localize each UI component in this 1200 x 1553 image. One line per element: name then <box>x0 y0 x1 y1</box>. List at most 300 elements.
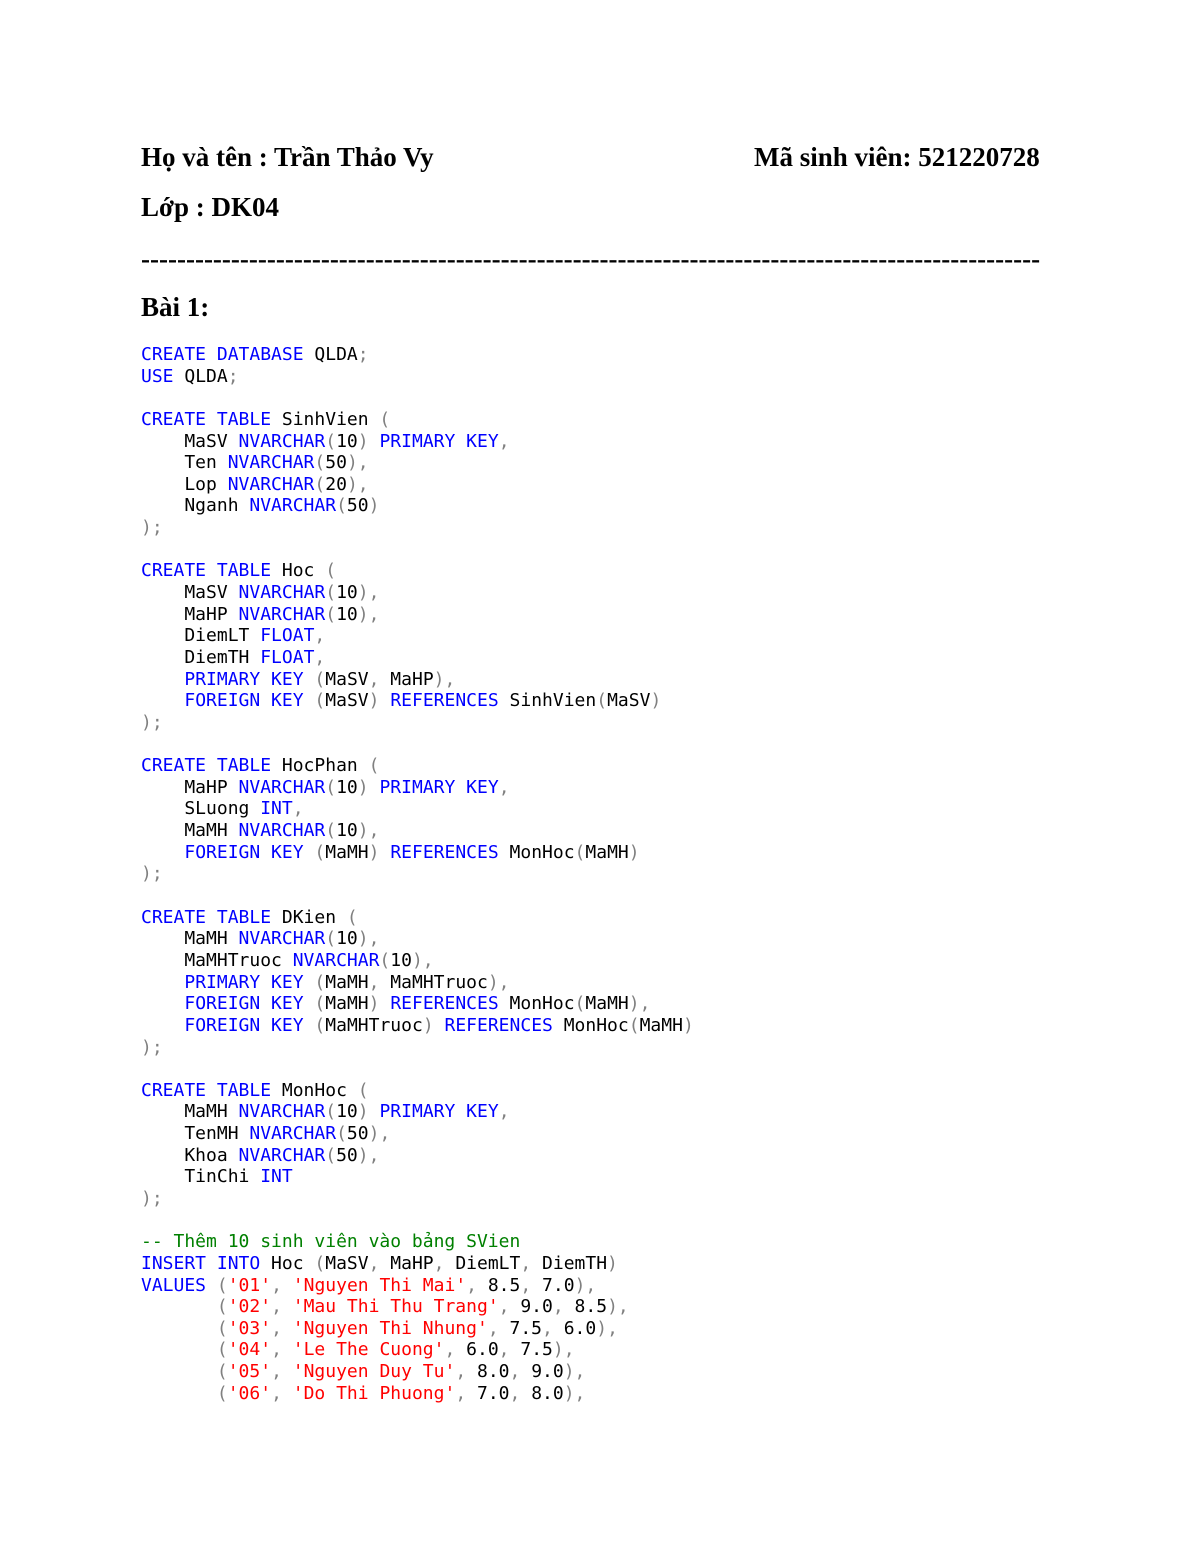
sql-keyword: NVARCHAR <box>292 949 380 971</box>
code-line <box>141 1275 694 1297</box>
sql-punctuation: ); <box>141 711 163 733</box>
sql-identifier <box>434 1015 445 1036</box>
sql-punctuation: ( <box>357 1079 369 1101</box>
code-line <box>141 1296 694 1318</box>
sql-punctuation: ( <box>216 1361 228 1383</box>
sql-identifier <box>141 1015 184 1036</box>
sql-punctuation: ( <box>216 1317 228 1339</box>
sql-identifier: MaHP <box>141 603 239 625</box>
class-line: Lớp : DK04 <box>141 192 279 222</box>
code-line <box>141 495 694 517</box>
sql-punctuation: ( <box>314 668 326 690</box>
code-line <box>141 1339 694 1361</box>
code-line <box>141 452 694 474</box>
sql-identifier: 10 <box>336 1101 358 1123</box>
sql-identifier <box>141 1296 217 1317</box>
sql-keyword: FOREIGN KEY <box>184 993 304 1015</box>
sql-string: '04' <box>227 1339 272 1361</box>
sql-punctuation: , <box>455 1382 467 1404</box>
sql-identifier <box>141 1361 217 1382</box>
sql-punctuation: ( <box>325 1101 337 1123</box>
sql-string: '03' <box>227 1317 272 1339</box>
sql-identifier: MonHoc <box>498 841 575 863</box>
code-line <box>141 409 694 431</box>
sql-identifier: 20 <box>325 473 347 495</box>
code-line <box>141 1253 694 1275</box>
sql-keyword: FOREIGN KEY <box>184 1014 304 1036</box>
code-line <box>141 777 694 799</box>
sql-keyword: FOREIGN KEY <box>184 690 304 712</box>
sql-punctuation: , <box>271 1296 282 1318</box>
sql-identifier <box>282 1361 293 1382</box>
sql-identifier <box>304 690 315 711</box>
code-line <box>141 755 694 777</box>
sql-punctuation: , <box>271 1274 282 1296</box>
sql-identifier <box>282 1339 293 1360</box>
sql-punctuation: ), <box>357 928 380 950</box>
sql-identifier: 8.0 <box>466 1361 510 1383</box>
code-line <box>141 517 694 539</box>
sql-string: '01' <box>227 1274 272 1296</box>
sql-identifier: SLuong <box>141 798 261 820</box>
sql-keyword: NVARCHAR <box>238 603 326 625</box>
sql-identifier: 10 <box>336 776 358 798</box>
code-line <box>141 625 694 647</box>
sql-punctuation: , <box>433 1252 445 1274</box>
sql-identifier: Lop <box>141 473 228 495</box>
code-line <box>141 1361 694 1383</box>
sql-punctuation: ( <box>596 690 608 712</box>
sql-punctuation: ( <box>314 1014 326 1036</box>
sql-identifier: MaSV <box>325 690 369 712</box>
sql-identifier: 10 <box>336 603 358 625</box>
code-line <box>141 582 694 604</box>
sql-identifier: MaMH <box>325 971 369 993</box>
sql-identifier: QLDA <box>173 365 228 387</box>
sql-identifier <box>379 993 390 1014</box>
sql-punctuation: ) <box>607 1252 618 1274</box>
code-line <box>141 1231 694 1253</box>
sql-keyword: NVARCHAR <box>238 928 326 950</box>
sql-punctuation: , <box>520 1252 532 1274</box>
sql-identifier <box>141 993 184 1014</box>
code-line <box>141 539 694 561</box>
sql-punctuation: , <box>487 1317 499 1339</box>
sql-punctuation: ) <box>357 776 369 798</box>
sql-identifier <box>369 1101 380 1122</box>
sql-punctuation: ) <box>422 1014 434 1036</box>
code-line <box>141 1166 694 1188</box>
sql-punctuation: , <box>498 430 510 452</box>
sql-identifier: 10 <box>336 430 358 452</box>
sql-punctuation: ) <box>368 690 380 712</box>
sql-identifier <box>141 1318 217 1339</box>
sql-punctuation: ) <box>368 841 380 863</box>
sql-keyword: PRIMARY KEY <box>184 668 304 690</box>
code-line <box>141 560 694 582</box>
sql-punctuation: ( <box>325 582 337 604</box>
sql-keyword: FLOAT <box>260 646 315 668</box>
sql-punctuation: ), <box>552 1339 575 1361</box>
sql-identifier <box>282 1275 293 1296</box>
sql-punctuation: ( <box>325 603 337 625</box>
sql-punctuation: , <box>368 1252 380 1274</box>
code-line <box>141 1080 694 1102</box>
code-line <box>141 344 694 366</box>
sql-keyword: REFERENCES <box>390 993 499 1015</box>
sql-keyword: NVARCHAR <box>238 1101 326 1123</box>
sql-punctuation: ( <box>325 928 337 950</box>
sql-identifier: MaMH <box>639 1014 683 1036</box>
sql-string: 'Mau Thi Thu Trang' <box>292 1296 499 1318</box>
sql-punctuation: ( <box>314 452 326 474</box>
sql-identifier: MaMH <box>585 841 629 863</box>
sql-identifier: 7.5 <box>498 1317 543 1339</box>
sql-punctuation: , <box>271 1317 282 1339</box>
sql-identifier <box>304 1015 315 1036</box>
sql-punctuation: ); <box>141 863 163 885</box>
sql-identifier: 8.5 <box>563 1296 608 1318</box>
sql-punctuation: ), <box>357 820 380 842</box>
sql-identifier: MaMH <box>141 1101 239 1123</box>
student-name-line: Họ và tên : Trần Thảo Vy <box>141 142 434 172</box>
sql-keyword: NVARCHAR <box>227 473 315 495</box>
sql-punctuation: ), <box>368 1123 391 1145</box>
sql-identifier <box>304 669 315 690</box>
code-line <box>141 1318 694 1340</box>
sql-keyword: CREATE TABLE <box>141 755 272 777</box>
sql-punctuation: ( <box>314 841 326 863</box>
code-line <box>141 972 694 994</box>
sql-punctuation: , <box>368 668 380 690</box>
sql-keyword: PRIMARY KEY <box>379 1101 499 1123</box>
sql-keyword: INT <box>260 798 293 820</box>
sql-identifier: 50 <box>336 1144 358 1166</box>
sql-identifier: Hoc <box>260 1252 315 1274</box>
sql-identifier <box>379 842 390 863</box>
sql-keyword: NVARCHAR <box>238 776 326 798</box>
sql-identifier: SinhVien <box>271 408 380 430</box>
sql-keyword: INT <box>260 1166 293 1188</box>
sql-identifier: MaSV <box>141 582 239 604</box>
sql-identifier: MaHP <box>141 776 239 798</box>
sql-identifier: 6.0 <box>455 1339 499 1361</box>
code-line <box>141 1145 694 1167</box>
sql-string: '05' <box>227 1361 272 1383</box>
sql-punctuation: ); <box>141 1187 163 1209</box>
sql-punctuation: ), <box>411 949 434 971</box>
sql-identifier: MaMH <box>141 820 239 842</box>
sql-punctuation: ( <box>325 430 337 452</box>
sql-punctuation: , <box>509 1361 521 1383</box>
sql-punctuation: ( <box>325 776 337 798</box>
sql-identifier <box>379 690 390 711</box>
sql-punctuation: ), <box>487 971 510 993</box>
sql-punctuation: ( <box>368 755 380 777</box>
code-line <box>141 798 694 820</box>
sql-punctuation: ( <box>574 993 586 1015</box>
code-line <box>141 669 694 691</box>
sql-punctuation: , <box>498 1339 510 1361</box>
sql-punctuation: ), <box>628 993 651 1015</box>
sql-identifier: 8.0 <box>520 1382 564 1404</box>
sql-punctuation: ( <box>314 993 326 1015</box>
sql-identifier: MaSV <box>325 1252 369 1274</box>
sql-punctuation: ( <box>325 560 337 582</box>
sql-identifier: 10 <box>336 820 358 842</box>
sql-string: 'Le The Cuong' <box>292 1339 445 1361</box>
sql-keyword: USE <box>141 365 174 387</box>
code-line <box>141 1101 694 1123</box>
sql-punctuation: , <box>520 1274 532 1296</box>
sql-identifier: MaSV <box>325 668 369 690</box>
sql-identifier: MaHP <box>379 668 434 690</box>
sql-punctuation: ) <box>357 430 369 452</box>
sql-keyword: CREATE DATABASE <box>141 344 304 365</box>
sql-string: '02' <box>227 1296 272 1318</box>
sql-identifier: 50 <box>346 1123 369 1145</box>
sql-identifier: DiemTH <box>141 646 261 668</box>
sql-punctuation: , <box>498 1101 510 1123</box>
sql-punctuation: , <box>455 1361 467 1383</box>
sql-punctuation: ( <box>216 1339 228 1361</box>
sql-identifier: Hoc <box>271 560 326 582</box>
sql-punctuation: , <box>509 1382 521 1404</box>
sql-identifier: MaMHTruoc <box>379 971 488 993</box>
sql-identifier: MaHP <box>379 1252 434 1274</box>
sql-identifier: 50 <box>325 452 347 474</box>
sql-punctuation: , <box>314 625 326 647</box>
code-line <box>141 1210 694 1232</box>
sql-identifier: MaMHTruoc <box>325 1014 423 1036</box>
code-line <box>141 1123 694 1145</box>
code-line <box>141 712 694 734</box>
sql-punctuation: , <box>552 1296 564 1318</box>
sql-identifier: TinChi <box>141 1166 261 1188</box>
sql-string: 'Nguyen Thi Mai' <box>292 1274 467 1296</box>
sql-punctuation: ( <box>628 1014 640 1036</box>
sql-identifier: 10 <box>336 928 358 950</box>
sql-identifier: MonHoc <box>498 993 575 1015</box>
sql-punctuation: ) <box>628 841 640 863</box>
sql-identifier: MaSV <box>607 690 651 712</box>
sql-punctuation: ), <box>607 1296 629 1318</box>
sql-keyword: REFERENCES <box>444 1014 553 1036</box>
sql-identifier: 9.0 <box>509 1296 553 1318</box>
sql-punctuation: ), <box>563 1361 586 1383</box>
sql-identifier: TenMH <box>141 1123 250 1145</box>
sql-punctuation: ( <box>216 1274 228 1296</box>
sql-keyword: PRIMARY KEY <box>184 971 304 993</box>
code-line <box>141 950 694 972</box>
code-line <box>141 431 694 453</box>
sql-string: 'Nguyen Thi Nhung' <box>292 1317 488 1339</box>
sql-identifier: HocPhan <box>271 755 369 777</box>
code-line <box>141 604 694 626</box>
sql-identifier: DiemTH <box>531 1252 608 1274</box>
sql-keyword: FLOAT <box>260 625 315 647</box>
code-line <box>141 1058 694 1080</box>
sql-punctuation: ( <box>336 495 347 517</box>
sql-keyword: REFERENCES <box>390 841 499 863</box>
sql-punctuation: ), <box>596 1317 618 1339</box>
sql-punctuation: ), <box>346 473 369 495</box>
code-line <box>141 863 694 885</box>
sql-keyword: INSERT INTO <box>141 1252 261 1274</box>
sql-identifier: MaMH <box>141 928 239 950</box>
sql-punctuation: , <box>368 971 380 993</box>
sql-identifier <box>141 972 184 993</box>
sql-punctuation: ), <box>563 1382 586 1404</box>
code-line <box>141 474 694 496</box>
sql-identifier: Ten <box>141 452 228 474</box>
sql-identifier: Nganh <box>141 495 250 517</box>
student-id-line: Mã sinh viên: 521220728 <box>754 142 1040 172</box>
sql-punctuation: ) <box>650 690 662 712</box>
sql-identifier <box>141 1383 217 1404</box>
sql-punctuation: ) <box>368 993 380 1015</box>
sql-identifier <box>304 972 315 993</box>
sql-punctuation: ( <box>336 1123 347 1145</box>
sql-keyword: CREATE TABLE <box>141 906 272 928</box>
sql-punctuation: , <box>498 1296 510 1318</box>
sql-identifier: 10 <box>390 949 412 971</box>
code-line <box>141 928 694 950</box>
sql-identifier: 10 <box>336 582 358 604</box>
sql-punctuation: ) <box>368 495 380 517</box>
code-line <box>141 734 694 756</box>
sql-punctuation: , <box>292 798 304 820</box>
sql-punctuation: ( <box>314 971 326 993</box>
sql-keyword: NVARCHAR <box>249 495 337 517</box>
sql-keyword: NVARCHAR <box>249 1123 337 1145</box>
sql-keyword: CREATE TABLE <box>141 408 272 430</box>
sql-punctuation: ( <box>314 690 326 712</box>
sql-punctuation: ( <box>216 1382 228 1404</box>
sql-identifier <box>141 842 184 863</box>
sql-identifier <box>282 1318 293 1339</box>
sql-keyword: NVARCHAR <box>227 452 315 474</box>
sql-identifier <box>141 1339 217 1360</box>
code-line <box>141 1188 694 1210</box>
sql-keyword: CREATE TABLE <box>141 560 272 582</box>
code-line <box>141 1383 694 1405</box>
sql-identifier: MonHoc <box>552 1014 629 1036</box>
sql-punctuation: ), <box>433 668 456 690</box>
code-line <box>141 1015 694 1037</box>
code-line <box>141 993 694 1015</box>
sql-punctuation: ) <box>682 1014 694 1036</box>
code-line <box>141 820 694 842</box>
sql-identifier <box>141 690 184 711</box>
code-line <box>141 366 694 388</box>
sql-comment: -- Thêm 10 sinh viên vào bảng SVien <box>141 1231 521 1253</box>
sql-identifier: MonHoc <box>271 1079 358 1101</box>
sql-punctuation: ), <box>357 582 380 604</box>
sql-punctuation: ( <box>574 841 586 863</box>
sql-identifier: MaSV <box>141 430 239 452</box>
sql-identifier <box>369 431 380 452</box>
sql-punctuation: , <box>542 1317 553 1339</box>
sql-punctuation: ), <box>574 1274 597 1296</box>
sql-punctuation: ); <box>141 517 163 539</box>
sql-punctuation: ), <box>357 603 380 625</box>
sql-identifier: 9.0 <box>520 1361 564 1383</box>
sql-punctuation: ; <box>357 344 369 365</box>
sql-punctuation: ( <box>379 408 391 430</box>
sql-punctuation: , <box>498 776 510 798</box>
sql-identifier: DiemLT <box>444 1252 521 1274</box>
sql-keyword: FOREIGN KEY <box>184 841 304 863</box>
sql-identifier <box>304 842 315 863</box>
sql-identifier <box>369 777 380 798</box>
sql-keyword: PRIMARY KEY <box>379 776 499 798</box>
sql-identifier: MaMHTruoc <box>141 949 293 971</box>
sql-identifier: 6.0 <box>552 1317 597 1339</box>
section-title: Bài 1: <box>141 292 210 322</box>
sql-punctuation: , <box>271 1361 282 1383</box>
sql-identifier: 7.5 <box>509 1339 553 1361</box>
sql-punctuation: ); <box>141 1036 163 1058</box>
sql-identifier: 7.0 <box>531 1274 575 1296</box>
sql-code-block <box>141 344 694 1404</box>
sql-identifier <box>206 1275 217 1296</box>
code-line <box>141 907 694 929</box>
sql-punctuation: ), <box>346 452 369 474</box>
code-line <box>141 647 694 669</box>
sql-keyword: NVARCHAR <box>238 582 326 604</box>
sql-punctuation: ), <box>357 1144 380 1166</box>
sql-identifier: DKien <box>271 906 347 928</box>
code-line <box>141 885 694 907</box>
sql-identifier <box>282 1383 293 1404</box>
sql-string: '06' <box>227 1382 272 1404</box>
sql-keyword: CREATE TABLE <box>141 1079 272 1101</box>
divider-line: ---------------------------------------------------------------------------------------------------- <box>141 246 1041 273</box>
sql-identifier: 8.5 <box>477 1274 521 1296</box>
sql-punctuation: , <box>314 646 326 668</box>
sql-punctuation: , <box>271 1382 282 1404</box>
sql-identifier: SinhVien <box>498 690 597 712</box>
sql-punctuation: ( <box>314 1252 326 1274</box>
sql-punctuation: ( <box>346 906 358 928</box>
sql-punctuation: , <box>271 1339 282 1361</box>
code-line <box>141 842 694 864</box>
sql-keyword: REFERENCES <box>390 690 499 712</box>
sql-punctuation: ( <box>325 820 337 842</box>
sql-punctuation: ; <box>227 365 239 387</box>
sql-identifier: MaMH <box>325 841 369 863</box>
sql-string: 'Nguyen Duy Tu' <box>292 1361 456 1383</box>
sql-keyword: NVARCHAR <box>238 1144 326 1166</box>
sql-identifier <box>282 1296 293 1317</box>
sql-keyword: NVARCHAR <box>238 430 326 452</box>
sql-punctuation: ( <box>325 1144 337 1166</box>
sql-identifier: MaMH <box>585 993 629 1015</box>
sql-identifier: QLDA <box>303 344 358 365</box>
sql-punctuation: ) <box>357 1101 369 1123</box>
sql-string: 'Do Thi Phuong' <box>292 1382 456 1404</box>
sql-identifier: DiemLT <box>141 625 261 647</box>
sql-keyword: PRIMARY KEY <box>379 430 499 452</box>
sql-punctuation: ( <box>379 949 391 971</box>
code-line <box>141 690 694 712</box>
sql-identifier: Khoa <box>141 1144 239 1166</box>
sql-punctuation: , <box>466 1274 477 1296</box>
sql-identifier: MaMH <box>325 993 369 1015</box>
sql-identifier: 7.0 <box>466 1382 510 1404</box>
sql-keyword: NVARCHAR <box>238 820 326 842</box>
